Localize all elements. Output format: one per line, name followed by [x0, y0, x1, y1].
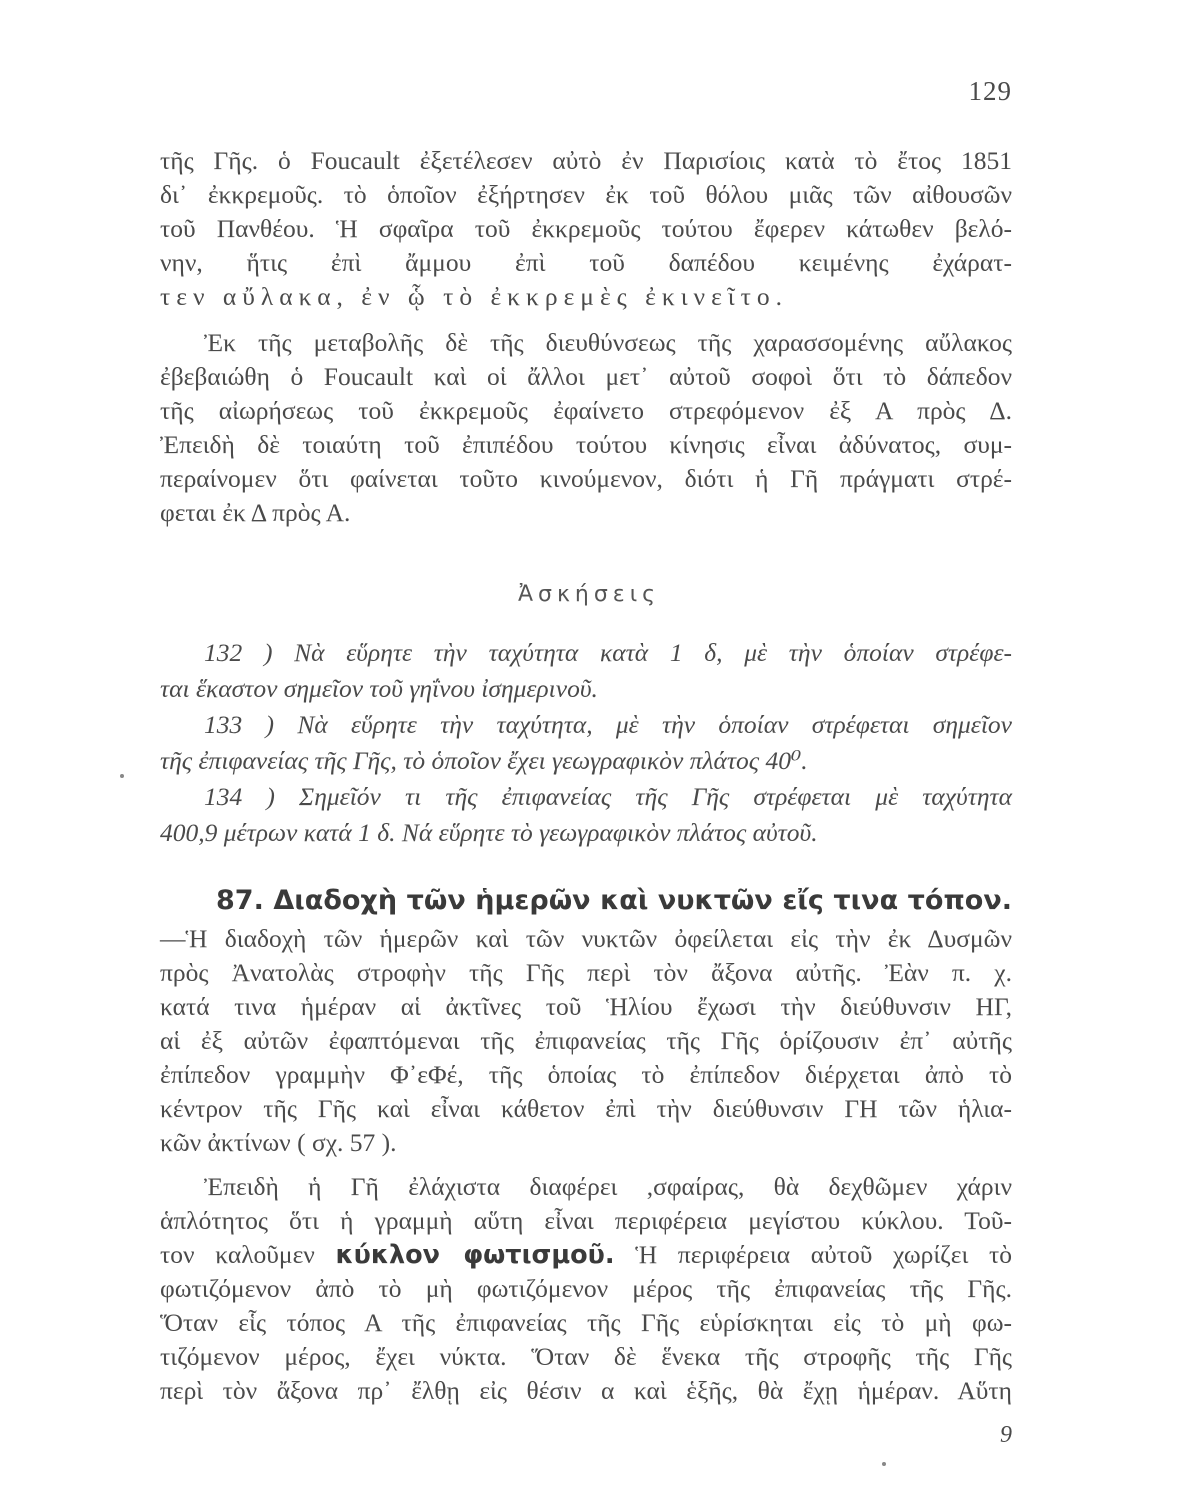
paragraph-line: αἱ ἐξ αὐτῶν ἐφαπτόμεναι τῆς ἐπιφανείας τῆς Γῆς ὁρίζουσιν ἐπ᾽ αὐτῆς: [160, 1026, 1012, 1055]
paragraph-line: ἁπλότητος ὅτι ἡ γραμμὴ αὕτη εἶναι περιφέρεια μεγίστου κύκλου. Τοῦ-: [160, 1206, 1012, 1235]
paragraph-line: δι᾽ ἐκκρεμοῦς. τὸ ὁποῖον ἐξήρτησεν ἐκ τοῦ θόλου μιᾶς τῶν αἰθουσῶν: [160, 180, 1012, 209]
paragraph-line: νην, ἥτις ἐπὶ ἄμμου ἐπὶ τοῦ δαπέδου κειμένης ἐχάρατ-: [160, 248, 1012, 277]
paragraph-line: τῆς Γῆς. ὁ Foucault ἐξετέλεσεν αὐτὸ ἐν Παρισίοις κατὰ τὸ ἔτος 1851: [160, 146, 1012, 175]
print-speck: [882, 1462, 886, 1466]
exercise-line: 132 ) Νὰ εὕρητε τὴν ταχύτητα κατὰ 1 δ, μὲ τὴν ὁποίαν στρέφε-: [204, 638, 1012, 667]
line-text: τον καλοῦμεν: [160, 1240, 315, 1269]
exercises-title: Ἀσκήσεις: [517, 582, 661, 607]
paragraph-line: Ἐπειδὴ ἡ Γῆ ἐλάχιστα διαφέρει ,σφαίρας, θὰ δεχθῶμεν χάριν: [204, 1172, 1012, 1201]
paragraph-line: πρὸς Ἀνατολὰς στροφὴν τῆς Γῆς περὶ τὸν ἄξονα αὐτῆς. Ἐὰν π. χ.: [160, 958, 1012, 987]
paragraph-line-with-term: [160, 1240, 1012, 1270]
paragraph-line: κέντρον τῆς Γῆς καὶ εἶναι κάθετον ἐπὶ τὴν διεύθυνσιν ΓΗ τῶν ἡλια-: [160, 1094, 1012, 1123]
exercise-line: τῆς ἐπιφανείας τῆς Γῆς, τὸ ὁποῖον ἔχει γεωγραφικὸν πλάτος 40⁰.: [160, 746, 808, 775]
paragraph-line: κατά τινα ἡμέραν αἱ ἀκτῖνες τοῦ Ἡλίου ἔχωσι τὴν διεύθυνσιν ΗΓ,: [160, 992, 1012, 1021]
line-text: Ἡ περιφέρεια αὐτοῦ χωρίζει τὸ: [635, 1240, 1012, 1269]
exercise-line: 400,9 μέτρων κατά 1 δ. Νά εὕρητε τὸ γεωγραφικὸν πλάτος αὐτοῦ.: [160, 818, 818, 847]
exercise-line: 133 ) Νὰ εὕρητε τὴν ταχύτητα, μὲ τὴν ὁποίαν στρέφεται σημεῖον: [204, 710, 1012, 739]
defined-term: κύκλον φωτισμοῦ.: [335, 1240, 615, 1270]
section-heading: 87. Διαδοχὴ τῶν ἡμερῶν καὶ νυκτῶν εἴς τινα τόπον.: [216, 885, 1012, 916]
exercise-line: ται ἕκαστον σημεῖον τοῦ γηΐνου ἰσημερινοῦ.: [160, 674, 598, 703]
paragraph-line: φεται ἐκ Δ πρὸς Α.: [160, 498, 351, 527]
paragraph-line: Ἐκ τῆς μεταβολῆς δὲ τῆς διευθύνσεως τῆς χαρασσομένης αὔλακος: [204, 328, 1012, 357]
paragraph-line: Ὅταν εἷς τόπος Α τῆς ἐπιφανείας τῆς Γῆς εὑρίσκηται εἰς τὸ μὴ φω-: [160, 1308, 1012, 1337]
print-speck: [120, 774, 124, 778]
paragraph-line: φωτιζόμενον ἀπὸ τὸ μὴ φωτιζόμενον μέρος τῆς ἐπιφανείας τῆς Γῆς.: [160, 1274, 1012, 1303]
paragraph-line: τῆς αἰωρήσεως τοῦ ἐκκρεμοῦς ἐφαίνετο στρεφόμενον ἐξ Α πρὸς Δ.: [160, 396, 1012, 425]
paragraph-line: περαίνομεν ὅτι φαίνεται τοῦτο κινούμενον, διότι ἡ Γῆ πράγματι στρέ-: [160, 464, 1012, 493]
paragraph-line: τιζόμενον μέρος, ἔχει νύκτα. Ὅταν δὲ ἕνεκα τῆς στροφῆς τῆς Γῆς: [160, 1342, 1012, 1371]
paragraph-line: τοῦ Πανθέου. Ἡ σφαῖρα τοῦ ἐκκρεμοῦς τούτου ἔφερεν κάτωθεν βελό-: [160, 214, 1012, 243]
paragraph-line: ἐπίπεδον γραμμὴν Φ᾽εΦέ, τῆς ὁποίας τὸ ἐπίπεδον διέρχεται ἀπὸ τὸ: [160, 1060, 1012, 1089]
paragraph-line: κῶν ἀκτίνων ( σχ. 57 ).: [160, 1128, 397, 1157]
paragraph-line: —Ἡ διαδοχὴ τῶν ἡμερῶν καὶ τῶν νυκτῶν ὀφείλεται εἰς τὴν ἐκ Δυσμῶν: [160, 924, 1012, 953]
paragraph-line: περὶ τὸν ἄξονα πρ᾽ ἔλθῃ εἰς θέσιν α καὶ ἑξῆς, θὰ ἔχῃ ἡμέραν. Αὕτη: [160, 1376, 1012, 1405]
page-number: 129: [968, 76, 1012, 106]
signature-mark: 9: [1000, 1422, 1012, 1448]
paragraph-line: ἐβεβαιώθη ὁ Foucault καὶ οἱ ἄλλοι μετ᾽ αὐτοῦ σοφοὶ ὅτι τὸ δάπεδον: [160, 362, 1012, 391]
paragraph-line: τεν αὔλακα, ἐν ᾧ τὸ ἐκκρεμὲς ἐκινεῖτο.: [160, 282, 789, 311]
paragraph-line: Ἐπειδὴ δὲ τοιαύτη τοῦ ἐπιπέδου τούτου κίνησις εἶναι ἀδύνατος, συμ-: [160, 430, 1012, 459]
exercise-line: 134 ) Σημεῖόν τι τῆς ἐπιφανείας τῆς Γῆς στρέφεται μὲ ταχύτητα: [204, 782, 1012, 811]
